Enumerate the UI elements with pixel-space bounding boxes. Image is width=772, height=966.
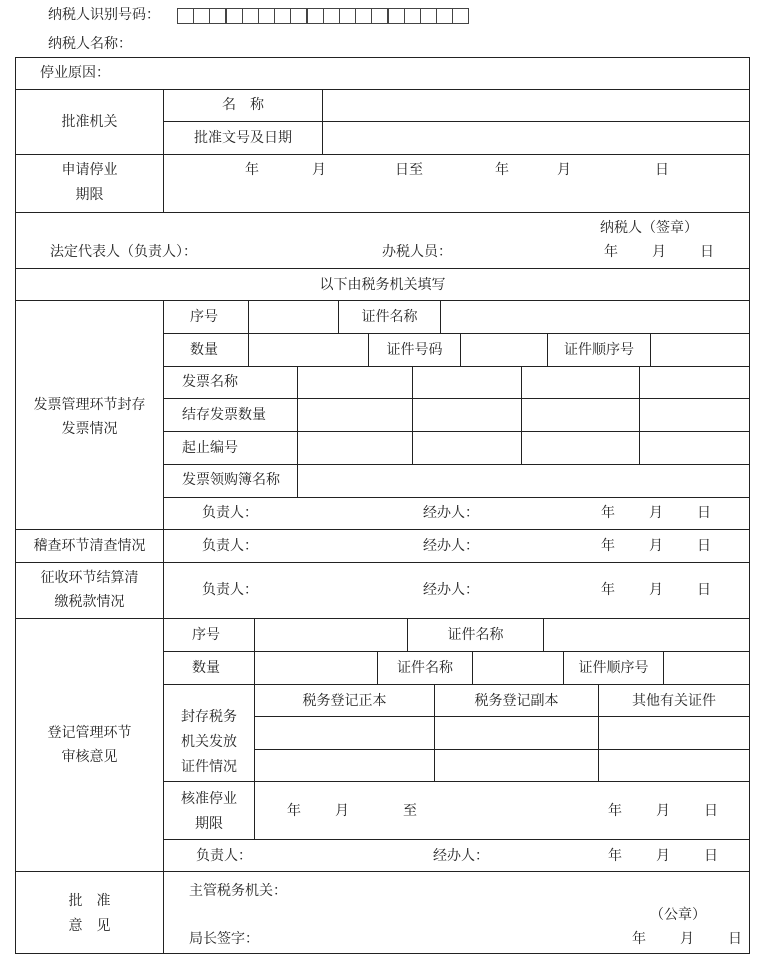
- invoice-count-label: 结存发票数量: [182, 407, 266, 423]
- taxpayer-id-box[interactable]: [209, 8, 226, 24]
- doc-no-date-label: 批准文号及日期: [194, 130, 292, 146]
- invoice-section-label: 发票管理环节封存: [33, 397, 146, 413]
- taxpayer-id-box[interactable]: [436, 8, 453, 24]
- competent-office-label: 主管税务机关：: [189, 883, 287, 899]
- seal-certs-label: 封存税务: [181, 709, 237, 725]
- taxpayer-id-box[interactable]: [371, 8, 388, 24]
- taxpayer-id-box[interactable]: [258, 8, 275, 24]
- invoice-book-label: 发票领购簿名称: [182, 472, 280, 488]
- stop-reason-field[interactable]: [302, 64, 742, 84]
- taxpayer-id-box[interactable]: [193, 8, 210, 24]
- taxpayer-name-label: 纳税人名称：: [48, 36, 132, 52]
- legal-rep-label: 法定代表人（负责人）：: [50, 244, 197, 260]
- taxpayer-id-box[interactable]: [307, 8, 324, 24]
- invoice-name-label: 发票名称: [182, 374, 238, 390]
- taxpayer-id-box[interactable]: [404, 8, 421, 24]
- cert-number-label: 证件号码: [386, 342, 443, 358]
- taxpayer-seal-label: 纳税人（签章）: [600, 220, 698, 236]
- taxpayer-id-box[interactable]: [420, 8, 437, 24]
- seq-label: 序号: [190, 309, 218, 325]
- taxpayer-id-box[interactable]: [177, 8, 194, 24]
- taxpayer-id-box[interactable]: [290, 8, 307, 24]
- taxpayer-id-box[interactable]: [226, 8, 243, 24]
- approval-org-label: 批准机关: [61, 114, 118, 130]
- official-seal-label: （公章）: [650, 907, 706, 923]
- org-name-label: 名 称: [222, 97, 264, 113]
- handler-staff-label: 办税人员：: [382, 244, 452, 260]
- taxpayer-id-box[interactable]: [339, 8, 356, 24]
- approved-period-label: 核准停业: [181, 791, 237, 807]
- director-sign-label: 局长签字：: [189, 931, 259, 947]
- approval-opinion-label: 批 准: [68, 893, 111, 909]
- taxpayer-id-label: 纳税人识别号码：: [48, 7, 160, 23]
- reg-copy-label: 税务登记副本: [474, 693, 559, 709]
- tax-office-fill-header: 以下由税务机关填写: [319, 277, 446, 293]
- reg-original-label: 税务登记正本: [302, 693, 387, 709]
- taxpayer-id-box[interactable]: [355, 8, 372, 24]
- cert-name-label: 证件名称: [361, 309, 418, 325]
- taxpayer-id-box[interactable]: [452, 8, 469, 24]
- taxpayer-id-box[interactable]: [274, 8, 291, 24]
- other-certs-label: 其他有关证件: [632, 693, 716, 709]
- stop-reason-label: 停业原因：: [40, 65, 110, 81]
- audit-section-label: 稽查环节清查情况: [33, 538, 146, 554]
- table-border: [15, 57, 749, 58]
- levy-section-label: 征收环节结算清: [40, 570, 139, 586]
- reg-section-label: 登记管理环节: [47, 725, 132, 741]
- apply-period-label: 申请停业: [61, 162, 118, 178]
- start-end-no-label: 起止编号: [182, 440, 238, 456]
- taxpayer-id-box[interactable]: [388, 8, 405, 24]
- quantity-label: 数量: [190, 342, 218, 358]
- taxpayer-id-box[interactable]: [323, 8, 340, 24]
- cert-order-label: 证件顺序号: [564, 342, 634, 358]
- taxpayer-id-box[interactable]: [242, 8, 259, 24]
